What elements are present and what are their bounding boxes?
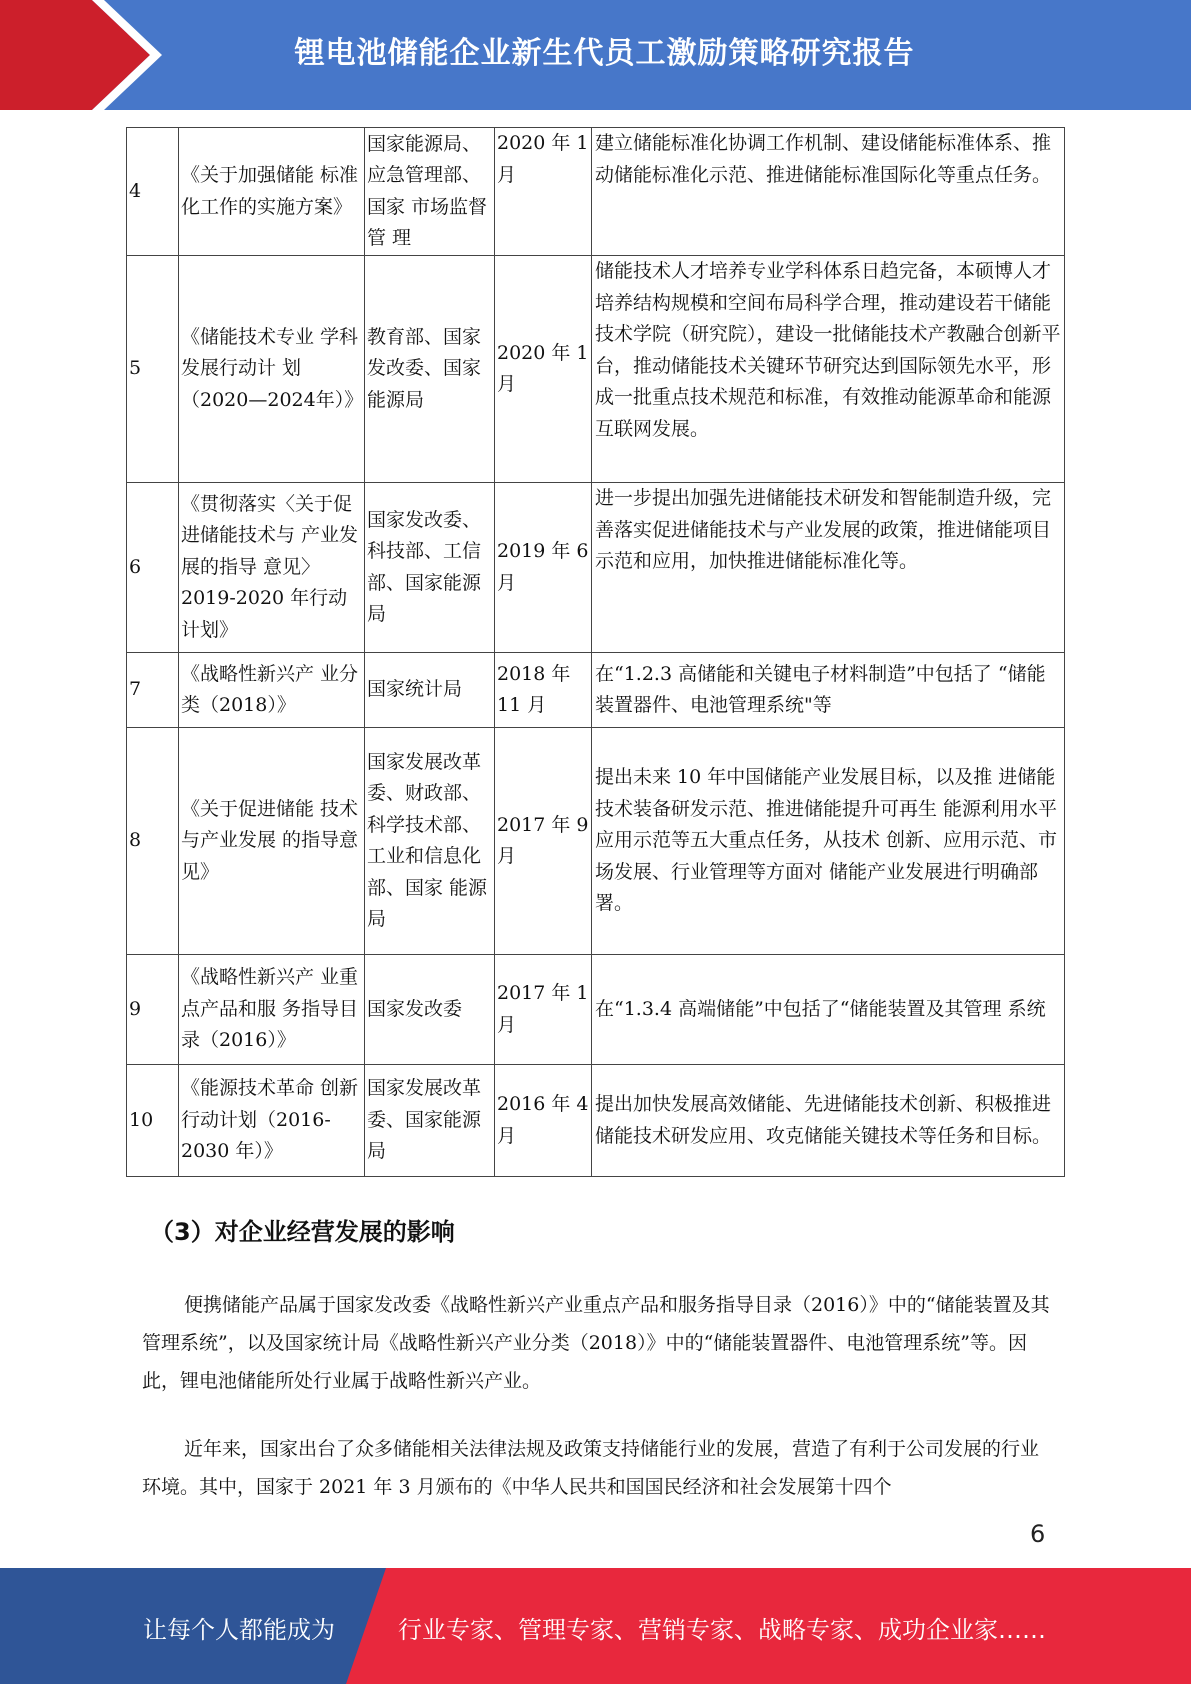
footer-slogan-right: 行业专家、管理专家、营销专家、战略专家、成功企业家…… <box>398 1616 1046 1644</box>
table-row <box>127 728 1065 955</box>
row-number: 5 <box>127 256 179 483</box>
policy-table <box>126 127 1065 1177</box>
issue-date: 2018 年 11 月 <box>495 653 592 728</box>
issue-date: 2020 年 1 月 <box>495 256 592 483</box>
issuing-agency: 国家发展改革委、财政部、科学技术部、工业和信息化部、国家 能源局 <box>365 728 495 955</box>
policy-description: 在“1.2.3 高储能和关键电子材料制造”中包括了 “储能装置器件、电池管理系统"等 <box>592 653 1065 728</box>
issuing-agency: 国家发改委、科技部、工信部、国家能源局 <box>365 483 495 653</box>
page-number: 6 <box>1030 1520 1046 1548</box>
row-number: 8 <box>127 728 179 955</box>
issuing-agency: 国家能源局、应急管理部、国家 市场监督管 理 <box>365 128 495 256</box>
row-number: 4 <box>127 128 179 256</box>
policy-name: 《贯彻落实〈关于促进储能技术与 产业发展的指导 意见〉2019-2020 年行动计划》 <box>179 483 365 653</box>
row-number: 9 <box>127 955 179 1065</box>
issue-date: 2016 年 4 月 <box>495 1065 592 1177</box>
body-paragraph: 便携储能产品属于国家发改委《战略性新兴产业重点产品和服务指导目录（2016）》中的“储能装置及其管理系统”，以及国家统计局《战略性新兴产业分类（2018）》中的“储能装置器件、电池管理系统”等。因此，锂电池储能所处行业属于战略性新兴产业。 <box>142 1294 1050 1392</box>
policy-description: 进一步提出加强先进储能技术研发和智能制造升级，完善落实促进储能技术与产业发展的政策，推进储能项目示范和应用，加快推进储能标准化等。 <box>592 483 1065 653</box>
table-row <box>127 483 1065 653</box>
row-number: 6 <box>127 483 179 653</box>
page-footer <box>0 1568 1191 1684</box>
body-paragraph: 近年来，国家出台了众多储能相关法律法规及政策支持储能行业的发展，营造了有利于公司发展的行业环境。其中，国家于 2021 年 3 月颁布的《中华人民共和国国民经济和社会发展第十四个 <box>142 1438 1040 1498</box>
issue-date: 2017 年 9 月 <box>495 728 592 955</box>
table-row <box>127 256 1065 483</box>
policy-description: 储能技术人才培养专业学科体系日趋完备，本硕博人才培养结构规模和空间布局科学合理，推动建设若干储能技术学院（研究院），建设一批储能技术产教融合创新平台，推动储能技术关键环节研究达到国际领先水平，形成一批重点技术规范和标准，有效推动能源革命和能源互联网发展。 <box>592 256 1065 483</box>
issuing-agency: 国家统计局 <box>365 653 495 728</box>
issue-date: 2017 年 1 月 <box>495 955 592 1065</box>
table-row <box>127 955 1065 1065</box>
row-number: 10 <box>127 1065 179 1177</box>
policy-name: 《战略性新兴产 业分类（2018）》 <box>179 653 365 728</box>
policy-description: 提出加快发展高效储能、先进储能技术创新、积极推进储能技术研发应用、攻克储能关键技术等任务和目标。 <box>592 1065 1065 1177</box>
policy-description: 在“1.3.4 高端储能”中包括了“储能装置及其管理 系统 <box>592 955 1065 1065</box>
policy-name: 《战略性新兴产 业重点产品和服 务指导目录（2016）》 <box>179 955 365 1065</box>
issuing-agency: 国家发展改革委、国家能源局 <box>365 1065 495 1177</box>
issuing-agency: 国家发改委 <box>365 955 495 1065</box>
policy-description: 建立储能标准化协调工作机制、建设储能标准体系、推动储能标准化示范、推进储能标准国际化等重点任务。 <box>592 128 1065 256</box>
footer-slogan-left: 让每个人都能成为 <box>143 1616 335 1644</box>
policy-name: 《关于促进储能 技术与产业发展 的指导意见》 <box>179 728 365 955</box>
section-heading: （3）对企业经营发展的影响 <box>150 1218 455 1246</box>
table-row <box>127 1065 1065 1177</box>
issue-date: 2020 年 1 月 <box>495 128 592 256</box>
policy-name: 《关于加强储能 标准化工作的实施方案》 <box>179 128 365 256</box>
row-number: 7 <box>127 653 179 728</box>
report-title: 锂电池储能企业新生代员工激励策略研究报告 <box>294 36 915 71</box>
page-header <box>0 0 1191 110</box>
issue-date: 2019 年 6 月 <box>495 483 592 653</box>
policy-name: 《储能技术专业 学科发展行动计 划（2020—2024年）》 <box>179 256 365 483</box>
policy-name: 《能源技术革命 创新行动计划（2016-2030 年）》 <box>179 1065 365 1177</box>
table-row <box>127 653 1065 728</box>
issuing-agency: 教育部、国家发改委、国家能源局 <box>365 256 495 483</box>
table-row <box>127 128 1065 256</box>
policy-description: 提出未来 10 年中国储能产业发展目标，以及推 进储能技术装备研发示范、推进储能提升可再生 能源利用水平应用示范等五大重点任务，从技术 创新、应用示范、市场发展、行业管理等方面对 储能产业发展进行明确部署。 <box>592 728 1065 955</box>
